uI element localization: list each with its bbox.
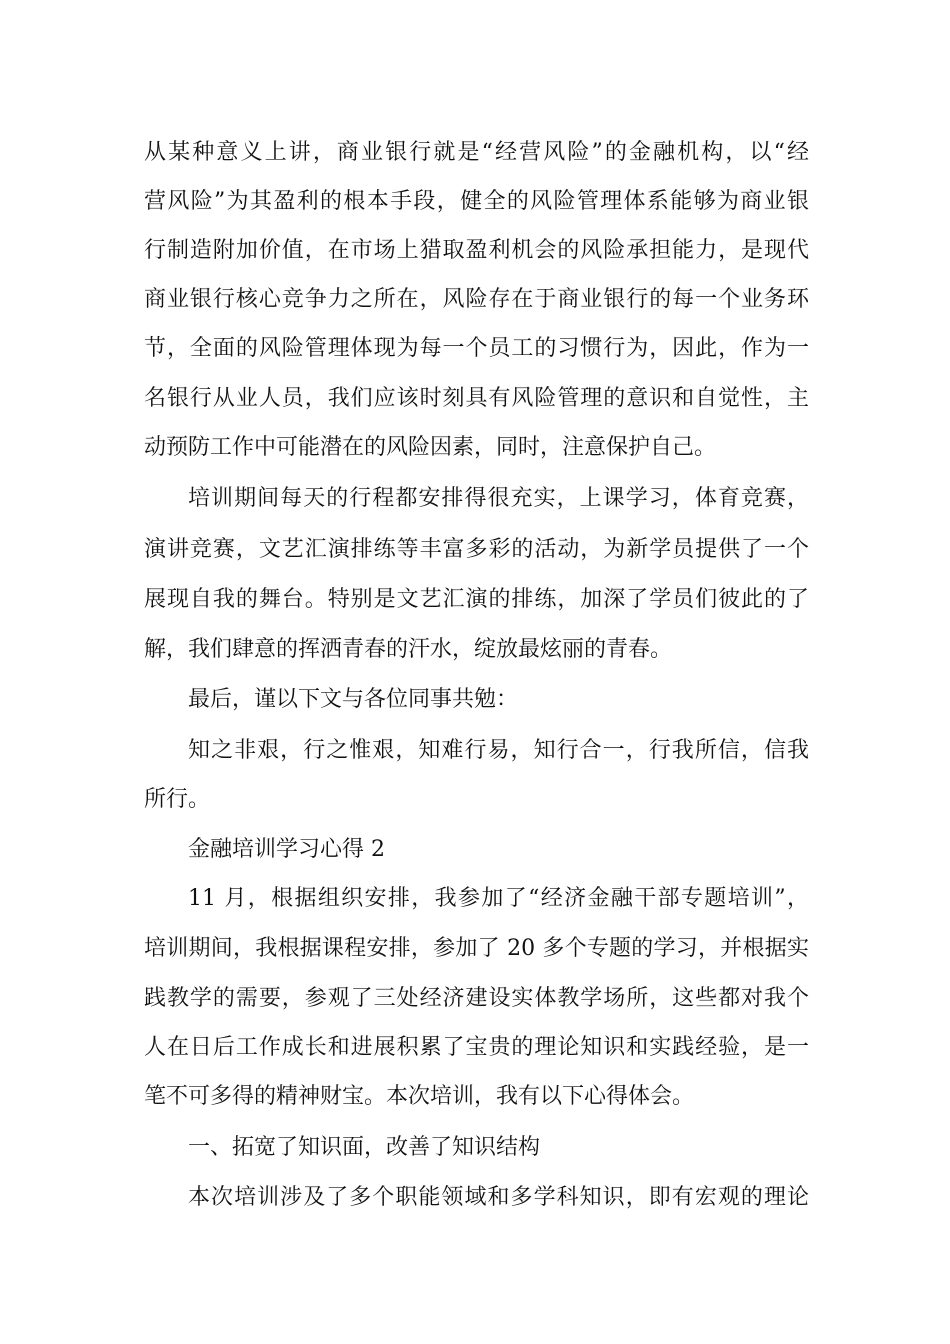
paragraph-line: 笔不可多得的精神财宝。本次培训，我有以下心得体会。 (144, 1084, 695, 1109)
paragraph-line: 培训期间，我根据课程安排，参加了 20 多个专题的学习，并根据实 (144, 936, 809, 961)
paragraph-line: 节，全面的风险管理体现为每一个员工的习惯行为，因此，作为一 (144, 336, 809, 361)
section-heading: 金融培训学习心得 2 (188, 837, 385, 862)
paragraph-line: 人在日后工作成长和进展积累了宝贵的理论知识和实践经验，是一 (144, 1035, 809, 1060)
paragraph-line: 商业银行核心竞争力之所在，风险存在于商业银行的每一个业务环 (144, 287, 809, 312)
paragraph-line: 动预防工作中可能潜在的风险因素，同时，注意保护自己。 (144, 435, 717, 460)
paragraph-line: 从某种意义上讲，商业银行就是“经营风险”的金融机构，以“经 (144, 140, 809, 165)
paragraph-line: 展现自我的舞台。特别是文艺汇演的排练，加深了学员们彼此的了 (144, 587, 809, 612)
subsection-heading: 一、拓宽了知识面，改善了知识结构 (188, 1135, 541, 1160)
paragraph-line: 名银行从业人员，我们应该时刻具有风险管理的意识和自觉性，主 (144, 386, 809, 411)
paragraph-line: 演讲竞赛，文艺汇演排练等丰富多彩的活动，为新学员提供了一个 (144, 537, 809, 562)
paragraph-line: 11 月，根据组织安排，我参加了“经济金融干部专题培训”， (188, 886, 809, 911)
paragraph-line: 最后，谨以下文与各位同事共勉： (188, 687, 519, 712)
paragraph-line: 行制造附加价值，在市场上猎取盈利机会的风险承担能力，是现代 (144, 238, 809, 263)
paragraph-line: 本次培训涉及了多个职能领域和多学科知识，即有宏观的理论 (188, 1185, 809, 1210)
paragraph-line: 营风险”为其盈利的根本手段，健全的风险管理体系能够为商业银 (144, 189, 809, 214)
paragraph-line: 解，我们肆意的挥洒青春的汗水，绽放最炫丽的青春。 (144, 637, 673, 662)
paragraph-line: 培训期间每天的行程都安排得很充实，上课学习，体育竞赛， (188, 486, 809, 511)
paragraph-line: 践教学的需要，参观了三处经济建设实体教学场所，这些都对我个 (144, 986, 809, 1011)
paragraph-line: 所行。 (144, 787, 211, 812)
paragraph-line: 知之非艰，行之惟艰，知难行易，知行合一，行我所信，信我 (188, 738, 809, 763)
